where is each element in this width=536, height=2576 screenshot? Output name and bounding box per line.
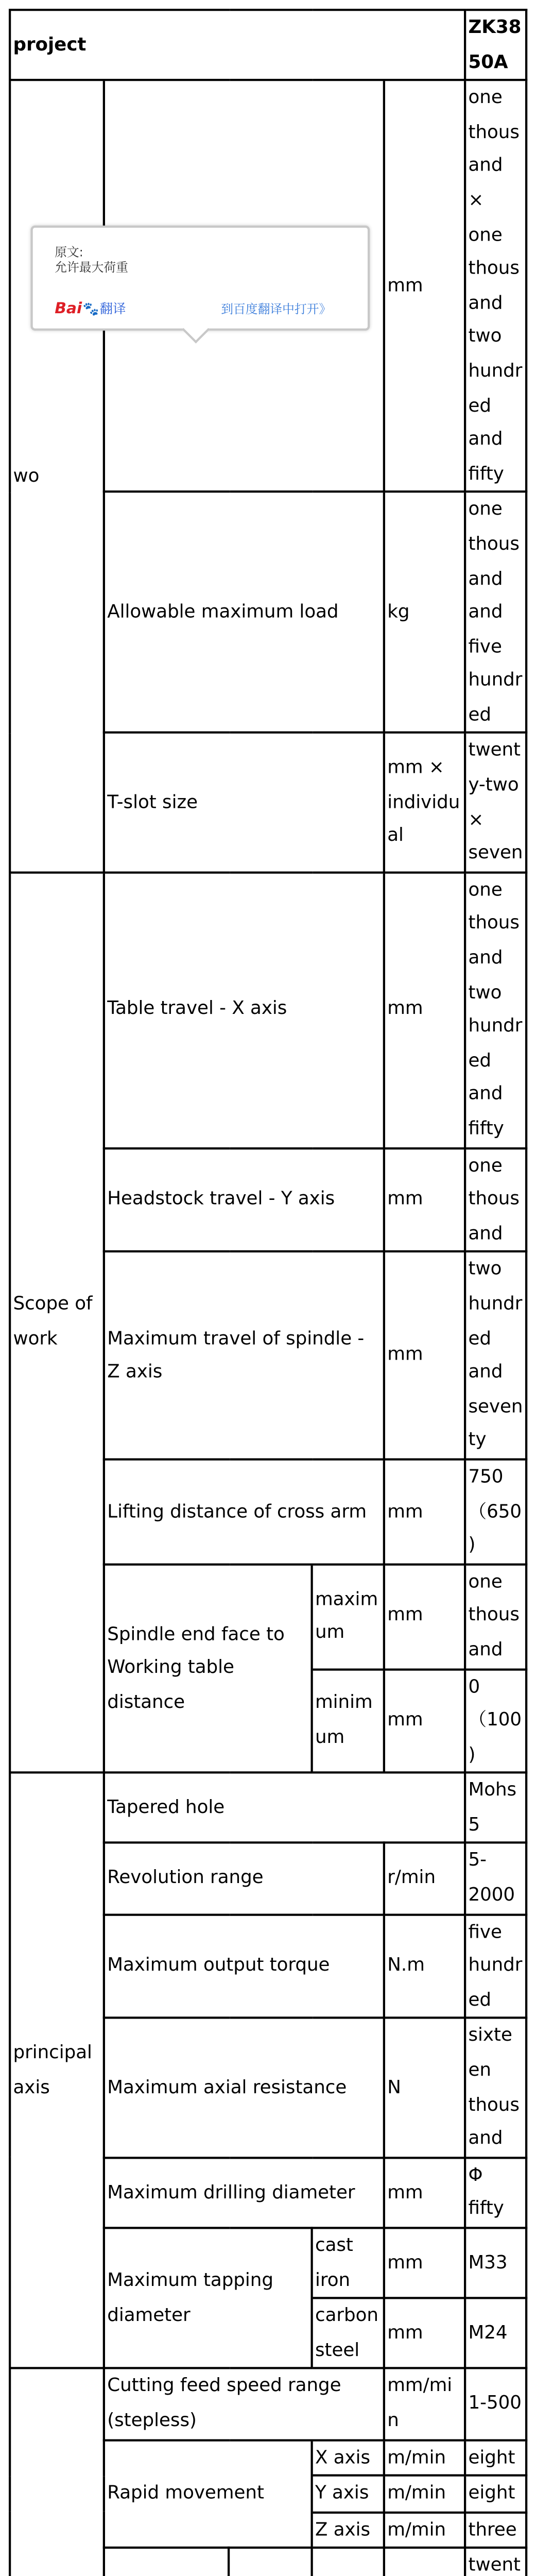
spec-sub: minimum: [312, 1669, 384, 1773]
spec-unit: mm: [384, 1252, 465, 1459]
header-model: ZK3850A: [465, 10, 526, 80]
spec-value: 5-2000: [465, 1843, 526, 1914]
table-row: [10, 1773, 526, 1844]
spec-value: sixteen thousand: [465, 2019, 526, 2157]
spec-sub: carbon steel: [312, 2298, 384, 2369]
spec-unit: mm: [384, 80, 465, 493]
spec-unit: [384, 2548, 465, 2576]
group-feed: [10, 2369, 104, 2576]
group-axis: principal axis: [10, 1773, 104, 2369]
table-row: [10, 2369, 526, 2439]
spec-sub: [229, 2548, 312, 2576]
header-row: [10, 10, 526, 80]
spec-value: one thousand and five hundred: [465, 492, 526, 733]
spec-name: T-slot size: [104, 734, 384, 872]
spec-value: 750 （650): [465, 1459, 526, 1564]
spec-unit: mm: [384, 2158, 465, 2228]
spec-value: Φ fifty: [465, 2158, 526, 2228]
spec-name: Maximum drilling diameter: [104, 2158, 384, 2228]
spec-unit: mm: [384, 1459, 465, 1564]
spec-unit: m/min: [384, 2512, 465, 2549]
spec-sub: Y axis: [312, 2476, 384, 2512]
header-project: project: [10, 10, 465, 80]
group-scope: Scope of work: [10, 872, 104, 1773]
spec-sub: X axis: [312, 2439, 384, 2476]
spec-value: one thousand: [465, 1147, 526, 1252]
spec-value: 1-500: [465, 2369, 526, 2439]
spec-unit: mm/min: [384, 2369, 465, 2439]
spec-unit: mm: [384, 1564, 465, 1668]
spec-unit: N: [384, 2019, 465, 2157]
baidu-translate-logo: Bai 🐾 翻译: [55, 300, 126, 319]
spec-name: Cutting feed speed range (stepless): [104, 2369, 384, 2439]
open-in-baidu-translate-link[interactable]: 到百度翻译中打开》: [221, 304, 332, 318]
spec-name: Tapered hole: [104, 1773, 465, 1844]
spec-unit: r/min: [384, 1843, 465, 1914]
spec-name: Lifting distance of cross arm: [104, 1459, 384, 1564]
spec-name: Table travel - X axis: [104, 872, 384, 1147]
spec-unit: m/min: [384, 2476, 465, 2512]
spec-table: [9, 9, 527, 2576]
spec-unit: mm × individual: [384, 734, 465, 872]
spec-name: Spindle end face to Working table distance: [104, 1564, 312, 1773]
spec-value: one thousand × one thousand two hundred and fifty: [465, 80, 526, 493]
spec-value: twent: [465, 2548, 526, 2576]
paw-icon: 🐾: [82, 302, 99, 318]
spec-sub: cast iron: [312, 2228, 384, 2298]
tooltip-original-label: 原文:: [55, 247, 83, 261]
spec-name: Maximum travel of spindle - Z axis: [104, 1252, 384, 1459]
spec-name: Maximum tapping diameter: [104, 2228, 312, 2369]
spec-value: M24: [465, 2298, 526, 2369]
spec-unit: m/min: [384, 2439, 465, 2476]
spec-value: eight: [465, 2476, 526, 2512]
spec-sub: Z axis: [312, 2512, 384, 2549]
spec-unit: mm: [384, 1669, 465, 1773]
spec-sub: maximum: [312, 1564, 384, 1668]
spec-name: Maximum output torque: [104, 1914, 384, 2019]
spec-unit: N.m: [384, 1914, 465, 2019]
spec-value: 0 （100): [465, 1669, 526, 1773]
spec-value: two hundred and seventy: [465, 1252, 526, 1459]
spec-unit: mm: [384, 1147, 465, 1252]
spec-sub: [312, 2548, 384, 2576]
spec-value: three: [465, 2512, 526, 2549]
spec-unit: mm: [384, 872, 465, 1147]
spec-name: Rapid movement: [104, 2439, 312, 2549]
group-workbench: wo: [10, 80, 104, 872]
spec-value: one thousand two hundred and fifty: [465, 872, 526, 1147]
spec-unit: kg: [384, 492, 465, 733]
spec-unit: mm: [384, 2298, 465, 2369]
spec-value: five hundred: [465, 1914, 526, 2019]
spec-unit: mm: [384, 2228, 465, 2298]
spec-value: one thousand: [465, 1564, 526, 1668]
spec-value: M33: [465, 2228, 526, 2298]
spec-name: Maximum axial resistance: [104, 2019, 384, 2157]
tooltip-original-text: 允许最大荷重: [55, 263, 128, 276]
spec-value: twenty-two × seven: [465, 734, 526, 872]
spec-name: Allowable maximum load: [104, 492, 384, 733]
translation-tooltip: [31, 226, 370, 331]
spec-name: Revolution range: [104, 1843, 384, 1914]
spec-name: Headstock travel - Y axis: [104, 1147, 384, 1252]
spec-value: eight: [465, 2439, 526, 2476]
table-row: [10, 872, 526, 1147]
spec-name: [104, 2548, 229, 2576]
spec-value: Mohs 5: [465, 1773, 526, 1844]
